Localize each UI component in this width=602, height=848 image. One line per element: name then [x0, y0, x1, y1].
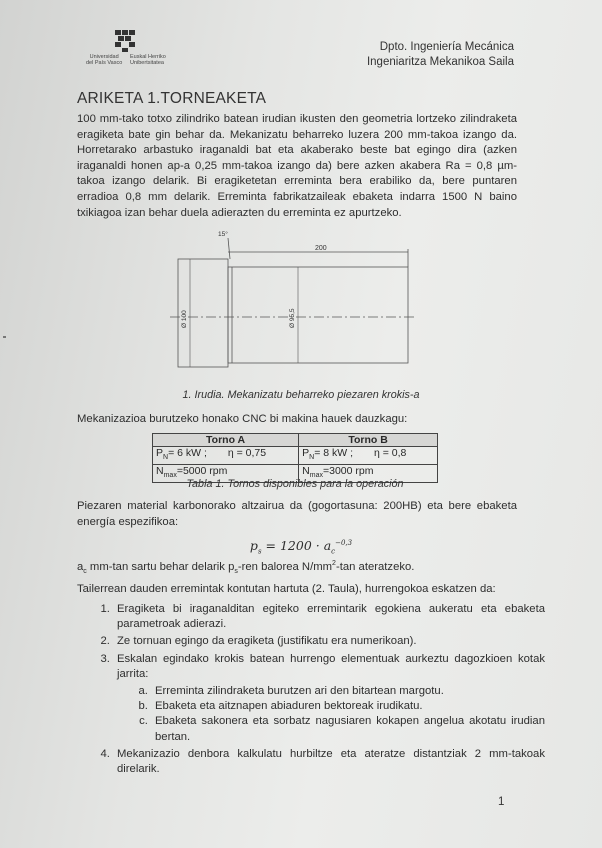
dept-name-eu: Ingeniaritza Mekanikoa Saila — [366, 56, 514, 68]
department-header — [367, 40, 514, 70]
task-list — [77, 602, 545, 779]
table-cell-power-b: $P_N= 8$ kW ; η = 0,8 — [299, 447, 438, 465]
subtask-item: a. Erreminta zilindraketa burutzen ari den bitartean margotu. — [151, 684, 545, 699]
intro-paragraph: 100 mm-tako totxo zilindriko batean irudian ikusten den geometria lortzeko zilindraketa eragiketa bate gin behar da. Mekanizatu beharreko luzera 200 mm-takoa izango da. Horretarako arbastuko iraganaldi bat eta akaberako beste bat egingo dira (azken iraganaldi honen ap-a 0,25 mm-takoa izango da) bere azken akabera Ra = 0,8 µm-takoa izango delarik. Bi eragiketetan erreminta bera erabiliko da, bere puntaren erradioa 0,8 mm delarik. Erreminta fabrikatzaileak ebaketa indarra 1500 N baino txikiagoa izan behar duela adierazten du erreminta ez apurtzeko. — [77, 113, 517, 219]
part-sketch — [170, 225, 420, 375]
subtask-item: c. Ebaketa sakonera eta sorbatz nagusiaren kokapen angelua akotatu irudian bertan. — [151, 714, 545, 744]
table-cell-speed-a: $N_{max}=5000$ rpm — [153, 465, 299, 483]
task-item: 2. Ze tornuan egingo da eragiketa (justifikatu era numerikoan). — [113, 634, 545, 649]
table-header-b: Torno B — [299, 434, 438, 447]
exercise-title: ARIKETA 1.TORNEAKETA — [77, 90, 267, 107]
energy-formula: $p_s = 1200 \cdot a_c^{-0,3}$ — [249, 538, 353, 556]
angle-label: 15° — [218, 231, 228, 238]
task-item: 4. Mekanizazio denbora kalkulatu hurbiltze eta ateratze distantziak 2 mm-takoak direlarik. — [113, 747, 545, 777]
table-cell-speed-b: $N_{max}=3000$ rpm — [299, 465, 438, 483]
material-paragraph: Piezaren material karbonorako altzairua da (gogortasuna: 200HB) eta bere ebaketa energía espezifikoa: — [77, 500, 517, 528]
units-note: $a_c$ mm-tan sartu behar delarik $p_s$-ren balorea $N/mm^2-\tan$ ateratzeko. — [77, 560, 415, 576]
dept-name-es: Dpto. Ingeniería Mecánica — [379, 41, 514, 53]
subtask-list — [117, 684, 545, 745]
subtask-item: b. Ebaketa eta aitznapen abiaduren bektoreak irudikatu. — [151, 699, 545, 714]
outer-diameter-label: Ø 100 — [181, 310, 188, 328]
tools-intro: Tailerrean dauden erremintak kontutan hartuta (2. Taula), hurrengokoa eskatzen da: — [77, 583, 496, 595]
page-number: 1 — [498, 796, 505, 808]
figure-caption: 1. Irudia. Mekanizatu beharreko piezaren krokis-a — [182, 389, 420, 401]
machines-intro: Mekanizazioa burutzeko honako CNC bi makina hauek dauzkagu: — [77, 413, 408, 425]
task-item: 1. Eragiketa bi iraganalditan egiteko erremintarik egokiena aukeratu eta ebaketa parametroak adierazi. — [113, 602, 545, 632]
machines-table — [152, 433, 438, 483]
logo-text-eu: Euskal Herriko Unibertsitatea — [130, 54, 166, 66]
length-label: 200 — [315, 245, 327, 252]
logo-text-es: Universidad del País Vasco — [86, 54, 123, 66]
angle-line — [228, 238, 230, 259]
table-cell-power-a: $P_N= 6$ kW ; η = 0,75 — [153, 447, 299, 465]
margin-mark — [3, 336, 6, 338]
table-caption: Tabla 1. Tornos disponibles para la operación — [186, 478, 404, 490]
inner-diameter-label: Ø 95,5 — [289, 308, 296, 328]
machined-outline — [228, 267, 408, 363]
table-header-a: Torno A — [153, 434, 299, 447]
task-item: 3. Eskalan egindako krokis batean hurrengo elementuak aurkeztu dagozkioen kotak jarrita: a. Erreminta zilindraketa burutzen ari den bitartean margotu. b. Ebaketa eta aitznapen abiaduren bektoreak irudikatu. c. Ebaketa sakonera eta sorbatz nagusiaren kokapen angelua akotatu irudian bertan. — [113, 652, 545, 745]
